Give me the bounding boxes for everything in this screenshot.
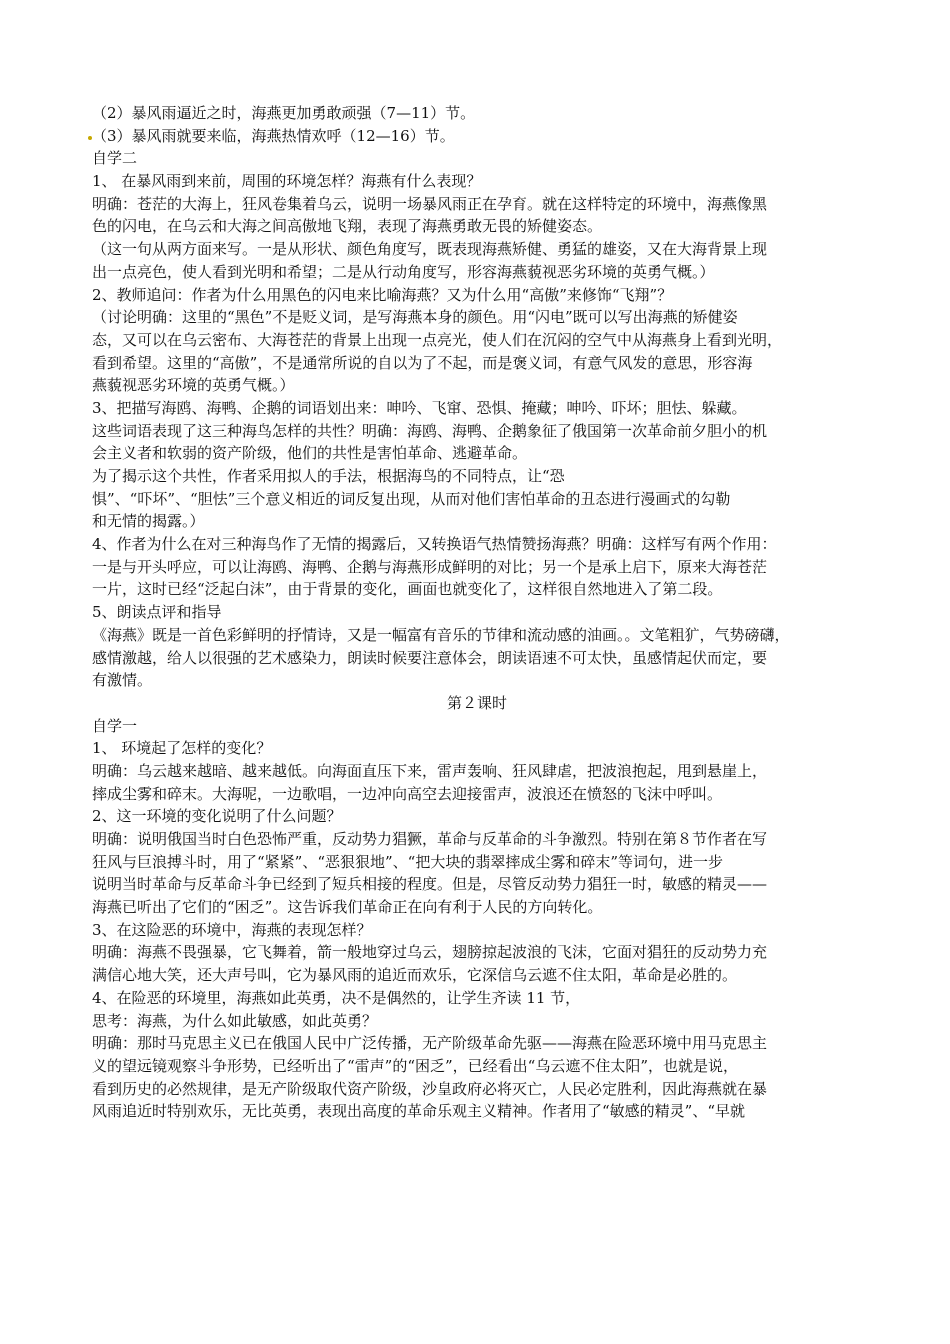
text-line: 2、教师追问：作者为什么用黑色的闪电来比喻海燕？又为什么用“高傲”来修饰“飞翔”？ bbox=[92, 285, 673, 304]
text-line: 会主义者和软弱的资产阶级，他们的共性是害怕革命、逃避革命。 bbox=[92, 444, 528, 463]
lesson-heading: 第２课时 bbox=[446, 693, 507, 712]
text-line: （这一句从两方面来写。一是从形状、颜色角度写，既表现海燕矫健、勇猛的雄姿，又在大海背景上现 bbox=[92, 240, 768, 259]
text-line: 3、把描写海鸥、海鸭、企鹅的词语划出来：呻吟、飞窜、恐惧、掩藏；呻吟、吓坏；胆怯、躲藏。 bbox=[92, 398, 747, 417]
text-line: 一是与开头呼应，可以让海鸥、海鸭、企鹅与海燕形成鲜明的对比；另一个是承上启下，原来大海苍茫 bbox=[92, 557, 768, 576]
text-line: 说明当时革命与反革命斗争已经到了短兵相接的程度。但是，尽管反动势力猖狂一时，敏感的精灵—— bbox=[92, 875, 768, 894]
text-line: 明确：说明俄国当时白色恐怖严重，反动势力猖獗，革命与反革命的斗争激烈。特别在第８节作者在写 bbox=[92, 830, 768, 848]
text-line: 看到历史的必然规律，是无产阶级取代资产阶级，沙皇政府必将灭亡，人民必定胜利，因此海燕就在暴 bbox=[92, 1079, 768, 1098]
text-line: 3、在这险恶的环境中，海燕的表现怎样？ bbox=[92, 920, 372, 939]
text-line: 为了揭示这个共性，作者采用拟人的手法，根据海鸟的不同特点，让“恐 bbox=[92, 467, 565, 485]
document-body bbox=[92, 102, 862, 1123]
text-line: 和无情的揭露。） bbox=[92, 512, 205, 531]
text-line: 4、在险恶的环境里，海燕如此英勇，决不是偶然的，让学生齐读 11 节， bbox=[92, 988, 581, 1007]
text-line: 义的望远镜观察斗争形势，已经听出了“雷声”的“困乏”，已经看出“乌云遮不住太阳”，也就是说， bbox=[92, 1056, 739, 1075]
text-line: 思考：海燕，为什么如此敏感，如此英勇？ bbox=[92, 1011, 378, 1030]
text-line: 自学二 bbox=[92, 149, 138, 168]
text-line: （3）暴风雨就要来临，海燕热情欢呼（12—16）节。 bbox=[92, 126, 455, 145]
text-line: 态，又可以在乌云密布、大海苍茫的背景上出现一点亮光，使人们在沉闷的空气中从海燕身上看到光明， bbox=[92, 330, 783, 349]
text-line: 一片，这时已经“泛起白沫”，由于背景的变化，画面也就变化了，这样很自然地进入了第二段。 bbox=[92, 580, 723, 599]
text-line: 风雨追近时特别欢乐，无比英勇，表现出高度的革命乐观主义精神。作者用了“敏感的精灵”、“早就 bbox=[92, 1102, 746, 1121]
text-line: 燕藐视恶劣环境的英勇气概。） bbox=[92, 376, 295, 395]
text-line: 明确：苍茫的大海上，狂风卷集着乌云，说明一场暴风雨正在孕育。就在这样特定的环境中，海燕像黑 bbox=[92, 194, 768, 213]
text-line: 1、 环境起了怎样的变化？ bbox=[92, 739, 272, 758]
text-line: 摔成尘雾和碎末。大海呢，一边歌唱，一边冲向高空去迎接雷声，波浪还在愤怒的飞沫中呼叫。 bbox=[92, 784, 723, 803]
text-line: （2）暴风雨逼近之时，海燕更加勇敢顽强（7—11）节。 bbox=[92, 104, 476, 122]
text-line: 出一点亮色，使人看到光明和希望；二是从行动角度写，形容海燕藐视恶劣环境的英勇气概。） bbox=[92, 262, 715, 281]
text-line: 2、这一环境的变化说明了什么问题？ bbox=[92, 807, 342, 826]
text-line: 《海燕》既是一首色彩鲜明的抒情诗，又是一幅富有音乐的节律和流动感的油画。。文笔粗犷，气势磅礴， bbox=[92, 625, 790, 644]
text-line: 1、 在暴风雨到来前，周围的环境怎样？海燕有什么表现？ bbox=[92, 172, 482, 191]
text-line: 明确：那时马克思主义已在俄国人民中广泛传播，无产阶级革命先驱——海燕在险恶环境中用马克思主 bbox=[92, 1034, 768, 1053]
text-line: 明确：海燕不畏强暴，它飞舞着，箭一般地穿过乌云，翅膀掠起波浪的飞沫，它面对猖狂的反动势力充 bbox=[92, 943, 768, 962]
text-line: 明确：乌云越来越暗、越来越低。向海面直压下来，雷声轰响、狂风肆虐，把波浪抱起，甩到悬崖上， bbox=[92, 761, 768, 780]
text-line: 看到希望。这里的“高傲”，不是通常所说的自以为了不起，而是褒义词，有意气风发的意思，形容海 bbox=[92, 353, 753, 372]
text-line: 自学一 bbox=[92, 716, 138, 735]
text-line: 有激情。 bbox=[92, 671, 153, 690]
text-line: 狂风与巨浪搏斗时，用了“紧紧”、“恶狠狠地”、“把大块的翡翠摔成尘雾和碎末”等词句，进一步 bbox=[92, 852, 724, 871]
text-line: 惧”、“吓坏”、“胆怯”三个意义相近的词反复出现，从而对他们害怕革命的丑态进行漫画式的勾勒 bbox=[92, 489, 731, 508]
text-line: 满信心地大笑，还大声号叫，它为暴风雨的追近而欢乐，它深信乌云遮不住太阳，革命是必胜的。 bbox=[92, 966, 738, 985]
text-line: 色的闪电，在乌云和大海之间高傲地飞翔，表现了海燕勇敢无畏的矫健姿态。 bbox=[92, 217, 603, 236]
text-line: 4、作者为什么在对三种海鸟作了无情的揭露后，又转换语气热情赞扬海燕？明确：这样写有两个作用： bbox=[92, 535, 777, 554]
text-line: 感情激越，给人以很强的艺术感染力，朗读时候要注意体会，朗读语速不可太快，虽感情起伏而定，要 bbox=[92, 648, 768, 667]
text-line: 海燕已听出了它们的“困乏”。这告诉我们革命正在向有利于人民的方向转化。 bbox=[92, 898, 603, 917]
text-line: 这些词语表现了这三种海鸟怎样的共性？明确：海鸥、海鸭、企鹅象征了俄国第一次革命前夕胆小的机 bbox=[92, 421, 768, 440]
text-line: （讨论明确：这里的“黑色”不是贬义词，是写海燕本身的颜色。用“闪电”既可以写出海燕的矫健姿 bbox=[92, 308, 738, 327]
text-line: 5、朗读点评和指导 bbox=[92, 603, 222, 622]
